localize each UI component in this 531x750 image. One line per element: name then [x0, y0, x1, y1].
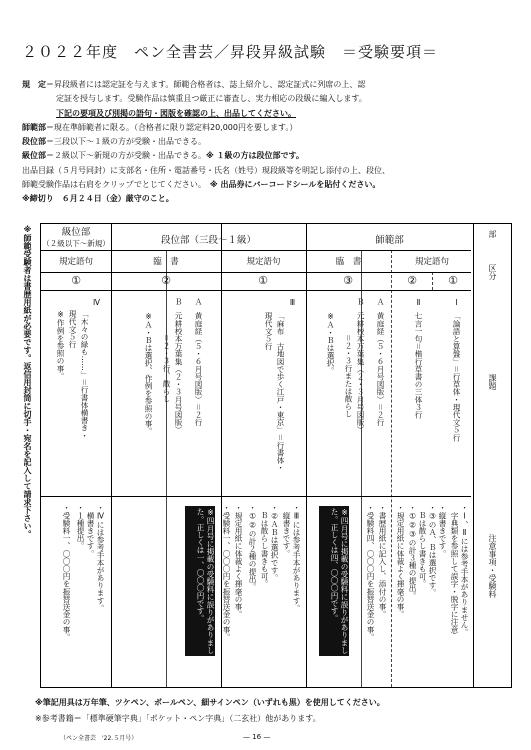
rule-label-dan: 段位部 [22, 137, 46, 147]
note-dan-3: ・②ＡＢは選択です。 [270, 504, 279, 582]
note-dan-2: 縦書きです。 [282, 504, 291, 558]
rules-section [22, 78, 504, 207]
note-shi-correction: ※四月号に掲載の受験料に誤りがありました。正しくは四、〇〇〇円です。 [319, 506, 349, 656]
task-shi-a1: 黄庭経（５・６月号図版）＝２行 [376, 312, 385, 426]
rule-label-kitei: 規 定 [22, 80, 46, 89]
header-bu: 部 [488, 230, 497, 238]
task-shi-kitei-num2: Ⅱ [414, 298, 423, 307]
rule-label-shihan: 師範部 [22, 122, 46, 132]
subhead-shi-rinsho: 臨 書 [335, 257, 362, 267]
note-dan-correction: ※四月号に掲載の受験料に誤りがありました。正しくは一、〇〇〇円です。 [185, 506, 215, 656]
rule-label-kyu: 級位部 [22, 151, 46, 161]
footer-pens: ※筆記用具は万年筆、ツケペン、ボールペン、細サインペン（いずれも黒）を使用してください。 [35, 698, 385, 707]
header-kubun: 区分 [488, 264, 497, 280]
deadline: ※締切り ６月２４日（金）厳守のこと。 [22, 194, 174, 204]
rule-text-dan: ＝三段以下～１級の方が受験・出品できる。 [46, 137, 206, 147]
note-shi-4: ・③のＡ、Ｂは選択です。 [428, 504, 437, 597]
rule-text-shihan: ＝現在準師範者に限る。（合格者に限り認定料20,000円を要します。） [46, 122, 298, 132]
task-shi-note: ※Ａ・Ｂは選択。 [326, 312, 335, 375]
num-dan-kitei: ① [258, 274, 268, 287]
rule-text-kitei-3: 下記の要項及び別掲の語句・図版を確認の上、出品してください。 [56, 108, 296, 118]
note-shi-3: ・縦書きです。 [438, 504, 447, 558]
task-dan-a-label: Ａ [194, 298, 203, 306]
footer-source: （ペン全書芸 '22.５月号） [60, 735, 138, 742]
note-shi-2: 字典類を参照して誤字・脱字に注意 [450, 504, 459, 634]
note-kyu-4: ・受験料一、〇〇〇円を振替送金の事。 [62, 504, 71, 641]
task-shi-kitei-num1: Ⅰ [452, 298, 461, 307]
num-shi-rinsho: ③ [343, 274, 353, 287]
task-kyu-l1: 「木々の緑も……」＝行書体横書き・ [80, 310, 89, 440]
rule-text-kitei-2: 定証を授与します。受験作品は慎重且つ厳正に審査し、実力相応の段級に編入します。 [56, 94, 367, 104]
note-kyu-3: ・１種提出。 [76, 504, 85, 550]
note-dan-6: ・規定用紙に体裁よく揮毫の事。 [234, 504, 243, 618]
task-shi-b-label: Ｂ [356, 298, 365, 306]
num-shi-kitei-2: ② [407, 274, 417, 287]
rule-text-kitei: ＝昇段級者には認定証を与えます。師範合格者は、誌上紹介し、認定証式に列席の上、認 [46, 80, 366, 89]
note-dan-1: ・Ⅲには参考手本があります。 [292, 504, 301, 612]
note-shi-8: ・書歴用紙に記入し、添付の事。 [378, 504, 387, 618]
task-dan-a1: 黄庭経（５・６月号図版）＝２行 [194, 312, 203, 426]
subhead-dan-kitei: 規定語句 [246, 257, 281, 267]
note-dan-5: ・①②の計２種の提出。 [248, 504, 257, 591]
rule-text-clip: 師範受験作品は右肩をクリップでとじてください。 [22, 180, 202, 190]
page-title: ２０２２年度 ペン全書芸／昇段昇級試験 ＝受験要項＝ [22, 43, 439, 61]
task-dan-kitei-l1: 「麻布 古地図で歩く江戸・東京」＝行書体・ [276, 312, 285, 472]
task-dan-b1: 元耕校本万葉集（２・３月号図版） [174, 312, 183, 434]
side-note: ※師範受験者は書歴用紙が必要です。返信用封筒に切手・宛名を記入して請求下さい。 [23, 225, 32, 538]
rule-text-kyu: ＝２級以下～新規の方が受験・出品できる。 [46, 151, 206, 161]
task-shi-kitei-l2: 七言一句＝楷行草書の三体３行 [414, 312, 423, 419]
task-shi-kitei-l1: 「論語と算盤」＝行草体・現代文５行 [452, 312, 461, 442]
num-kyu: ① [71, 274, 81, 287]
task-shi-b1: 元耕校本万葉集（２・３月号図版） [356, 312, 365, 434]
rule-text-entry: 出品目録（５月号同封）に支部名・住所・電話番号・氏名（姓号）現段級等を明記し添付の上、段位、 [22, 165, 390, 175]
task-dan-kitei-l2: 現代文５行 [264, 312, 273, 350]
task-kyu-l2: 現代文５行 [68, 310, 77, 348]
note-shi-5: Ｂは散らし書きも可。 [418, 504, 427, 588]
header-kadai: 課題 [488, 374, 497, 390]
task-dan-kitei-num: Ⅲ [288, 298, 297, 307]
task-shi-a-label: Ａ [376, 298, 385, 306]
note-dan-7: ・受験料一、〇〇〇円を振替送金の事。 [222, 504, 231, 641]
note-kyu-1: ・Ⅳには参考手本があります。 [96, 504, 105, 612]
task-shi-b2: ＝２・３行または散らし [344, 334, 353, 418]
header-dan: 段位部（三段～１級） [160, 235, 256, 246]
subhead-dan-rinsho: 臨 書 [153, 257, 179, 267]
task-dan-note: ※Ａ・Ｂは選択、作例を参照の事。 [144, 312, 153, 435]
task-kyu-l3: ※作例を参照の事。 [56, 310, 65, 380]
header-shihan: 師範部 [375, 235, 404, 246]
rule-text-barcode: ※ 出品券にバーコードシールを貼付ください。 [209, 180, 381, 190]
note-shi-1: ・Ⅰ、Ⅱには参考手本がありません。 [460, 504, 469, 636]
task-kyu-num: Ⅳ [92, 298, 101, 307]
header-notes: 注意事項・受験料 [488, 534, 497, 598]
note-shi-9: ・受験料四、〇〇〇円を振替送金の事。 [366, 504, 375, 641]
note-shi-7: ・規定用紙に体裁よく揮毫の事。 [396, 504, 405, 618]
task-dan-b2: ＝２・３行、散らし [162, 334, 171, 403]
page-number: — 16 — [243, 733, 271, 741]
note-kyu-2: 横書きです。 [86, 504, 95, 558]
num-dan-rinsho: ② [161, 274, 171, 287]
task-dan-b-label: Ｂ [174, 298, 183, 306]
exam-table [40, 223, 512, 688]
note-dan-4: Ｂは散らし書きも可。 [260, 504, 269, 588]
rule-text-kyu-note: ※ １級の方は段位部です。 [206, 151, 304, 161]
subhead-shi-kitei: 規定語句 [414, 257, 449, 267]
note-shi-6: ・①②③の計３種の提出。 [408, 504, 417, 600]
subhead-kyu-kitei: 規定語句 [58, 257, 93, 267]
header-kyu: 級位部 （２級以下～新規） [42, 227, 110, 248]
footer-books: ※参考書籍＝「標準硬筆字典」「ポケット・ペン字典」（二玄社）他があります。 [35, 714, 321, 723]
num-shi-kitei-1: ① [448, 274, 458, 287]
